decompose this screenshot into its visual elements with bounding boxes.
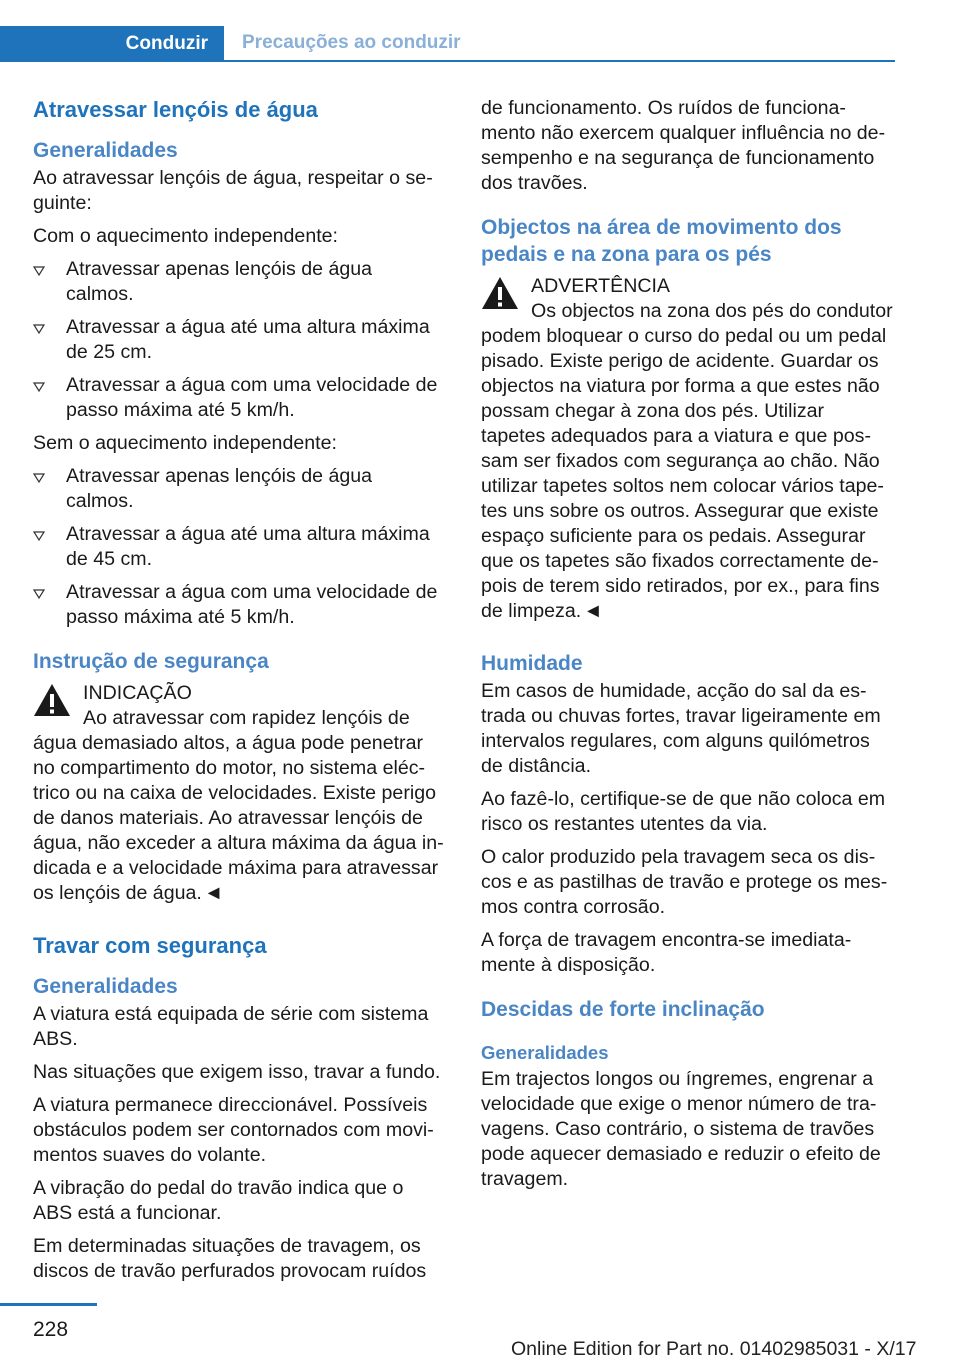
section-title-travar: Travar com segurança	[33, 933, 267, 958]
paragraph: Em trajectos longos ou íngremes, engrenar a velocidade que exige o menor número de travagens. Caso contrário, o sistema de travões pode aquecer demasiado e reduzir o efeito de travagem.	[481, 1068, 881, 1190]
paragraph: A vibração do pedal do travão indica que o ABS está a funcionar.	[33, 1177, 404, 1224]
list-item-text: Atravessar apenas lençóis de água calmos.	[66, 465, 373, 512]
subsection-generalidades: Generalidades	[33, 975, 178, 998]
subsection-humidade: Humidade	[481, 652, 583, 675]
list-item-text: Atravessar apenas lençóis de água calmos.	[66, 258, 373, 305]
list-item-text: Atravessar a água com uma velocidade de passo máxima até 5 km/h.	[66, 581, 438, 628]
paragraph: de funcionamento. Os ruídos de funcionamento não exercem qualquer influência no desempenho e na segurança de funcionamento dos travões.	[481, 97, 886, 194]
paragraph: Ao fazê-lo, certifique-se de que não coloca em risco os restantes utentes da via.	[481, 788, 886, 835]
list-item-text: Atravessar a água até uma altura máxima de 25 cm.	[66, 316, 430, 363]
list-item	[33, 522, 445, 572]
tab-conduzir[interactable]: Conduzir	[0, 26, 224, 62]
page-number: 228	[33, 1318, 69, 1341]
paragraph: A força de travagem encontra-se imediatamente à disposição.	[481, 929, 852, 976]
list-item	[33, 580, 445, 630]
paragraph: Sem o aquecimento independente:	[33, 432, 337, 454]
bullet-list-sem	[33, 464, 445, 630]
end-mark: ◄	[583, 600, 603, 622]
triangle-bullet-icon	[33, 464, 45, 489]
paragraph: Em determinadas situações de travagem, os discos de travão perfurados provocam ruídos	[33, 1235, 427, 1282]
subsection-objectos-pedais: Objectos na área de movimento dos pedais e na zona para os pés	[481, 216, 842, 266]
subsection-descidas: Descidas de forte inclinação	[481, 998, 765, 1021]
paragraph: Em casos de humidade, acção do sal da estrada ou chuvas fortes, travar ligeiramente em intervalos regulares, com alguns quilómetros de distância.	[481, 680, 881, 777]
paragraph: Nas situações que exigem isso, travar a fundo.	[33, 1061, 441, 1083]
bullet-list-com	[33, 257, 445, 423]
warning-triangle-icon	[481, 276, 519, 310]
triangle-bullet-icon	[33, 373, 45, 398]
list-item	[33, 464, 445, 514]
chapter-tab-bar	[0, 26, 895, 62]
warning-triangle-icon	[33, 683, 71, 717]
paragraph: Com o aquecimento independente:	[33, 225, 339, 247]
triangle-bullet-icon	[33, 315, 45, 340]
sub-subsection-generalidades: Generalidades	[481, 1042, 609, 1063]
warning-note-advertencia	[481, 274, 893, 624]
list-item	[33, 315, 445, 365]
list-item	[33, 373, 445, 423]
list-item	[33, 257, 445, 307]
tab-precaucoes[interactable]: Precauções ao conduzir	[242, 32, 461, 53]
warning-title: INDICAÇÃO	[83, 682, 192, 704]
triangle-bullet-icon	[33, 522, 45, 547]
paragraph: A viatura está equipada de série com sistema ABS.	[33, 1003, 429, 1050]
warning-text: Ao atravessar com rapidez lençóis de água demasiado altos, a água pode penetrar no compartimento do motor, no sistema eléctrico ou na caixa de velocidades. Existe perigo de danos materiais. Ao atravessar lençóis de água, não exceder a altura máxima da água indicada e a velocidade máxima para atravessar os lençóis de água.	[33, 707, 444, 904]
list-item-text: Atravessar a água com uma velocidade de passo máxima até 5 km/h.	[66, 374, 438, 421]
end-mark: ◄	[203, 882, 224, 904]
paragraph: Ao atravessar lençóis de água, respeitar o seguinte:	[33, 167, 433, 214]
left-column	[33, 96, 445, 1292]
paragraph: O calor produzido pela travagem seca os discos e as pastilhas de travão e protege os mesmos contra corrosão.	[481, 846, 888, 918]
subsection-generalidades: Generalidades	[33, 139, 178, 162]
warning-note-indicacao	[33, 681, 445, 906]
subsection-instrucao-seguranca: Instrução de segurança	[33, 650, 269, 673]
footer-rule	[0, 1303, 97, 1306]
warning-text: Os objectos na zona dos pés do condutor podem bloquear o curso do pedal ou um pedal pisado. Existe perigo de acidente. Guardar os objectos na viatura por forma a que estes não possam chegar à zona dos pés. Utilizar tapetes adequados para a viatura e que possam ser fixados com segurança ao chão. Não utilizar tapetes soltos nem colocar vários tapetes uns sobre os outros. Assegurar que existe espaço suficiente para os pedais. Assegurar que os tapetes são fixados correctamente depois de terem sido retirados, por ex., para fins de limpeza.	[481, 300, 893, 622]
tab-underline	[224, 60, 895, 62]
edition-note: Online Edition for Part no. 01402985031 - X/17	[511, 1338, 917, 1360]
right-column	[481, 96, 893, 1200]
section-title-lencois: Atravessar lençóis de água	[33, 97, 318, 122]
warning-title: ADVERTÊNCIA	[531, 275, 671, 297]
triangle-bullet-icon	[33, 257, 45, 282]
paragraph: A viatura permanece direccionável. Possíveis obstáculos podem ser contornados com movimentos suaves do volante.	[33, 1094, 434, 1166]
list-item-text: Atravessar a água até uma altura máxima de 45 cm.	[66, 523, 430, 570]
triangle-bullet-icon	[33, 580, 45, 605]
